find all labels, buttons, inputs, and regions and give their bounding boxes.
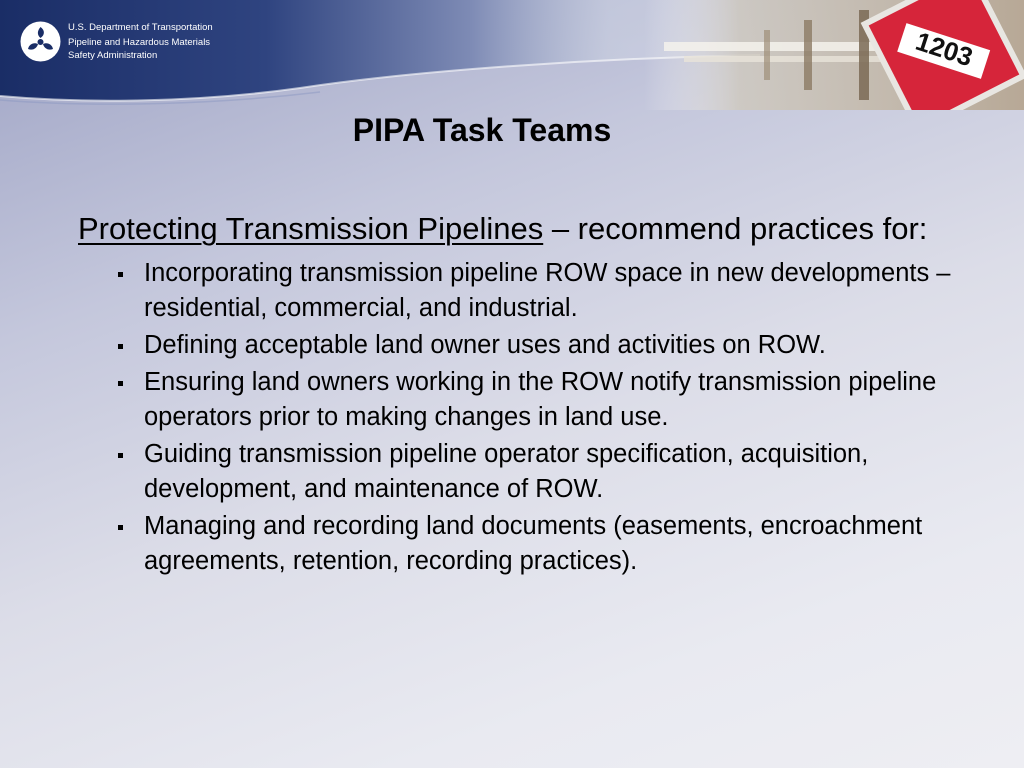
agency-line-administration-1: Pipeline and Hazardous Materials [68,37,211,48]
bullet-text: Ensuring land owners working in the ROW notify transmission pipeline operators prior to making changes in land use. [144,368,937,431]
agency-name [68,21,213,63]
lead-paragraph [78,210,978,248]
list-item [78,437,978,507]
bullet-square-icon [118,525,123,530]
bullet-text: Incorporating transmission pipeline ROW space in new developments – residential, commercial, and industrial. [144,259,951,322]
bullet-square-icon [118,344,123,349]
lead-rest-text: – recommend practices for: [543,211,928,246]
placard-number: 1203 [912,25,977,73]
bullet-square-icon [118,272,123,277]
header-banner [0,0,1024,110]
hazmat-placard-photo [644,0,1024,110]
bullet-text: Defining acceptable land owner uses and activities on ROW. [144,331,826,359]
agency-line-administration-2: Safety Administration [68,50,158,61]
list-item [78,365,978,435]
lead-underlined-topic: Protecting Transmission Pipelines [78,211,544,246]
list-item [78,509,978,579]
list-item [78,256,978,326]
practice-bullet-list [78,256,978,579]
bullet-square-icon [118,381,123,386]
agency-line-department: U.S. Department of Transportation [68,22,213,33]
slide-title: PIPA Task Teams [352,112,612,148]
dot-triskelion-logo-icon [20,21,61,62]
bullet-square-icon [118,453,123,458]
slide-body [78,210,978,581]
bullet-text: Managing and recording land documents (easements, encroachment agreements, retention, recording practices). [144,512,923,575]
bullet-text: Guiding transmission pipeline operator specification, acquisition, development, and maintenance of ROW. [144,440,869,503]
list-item [78,328,978,363]
